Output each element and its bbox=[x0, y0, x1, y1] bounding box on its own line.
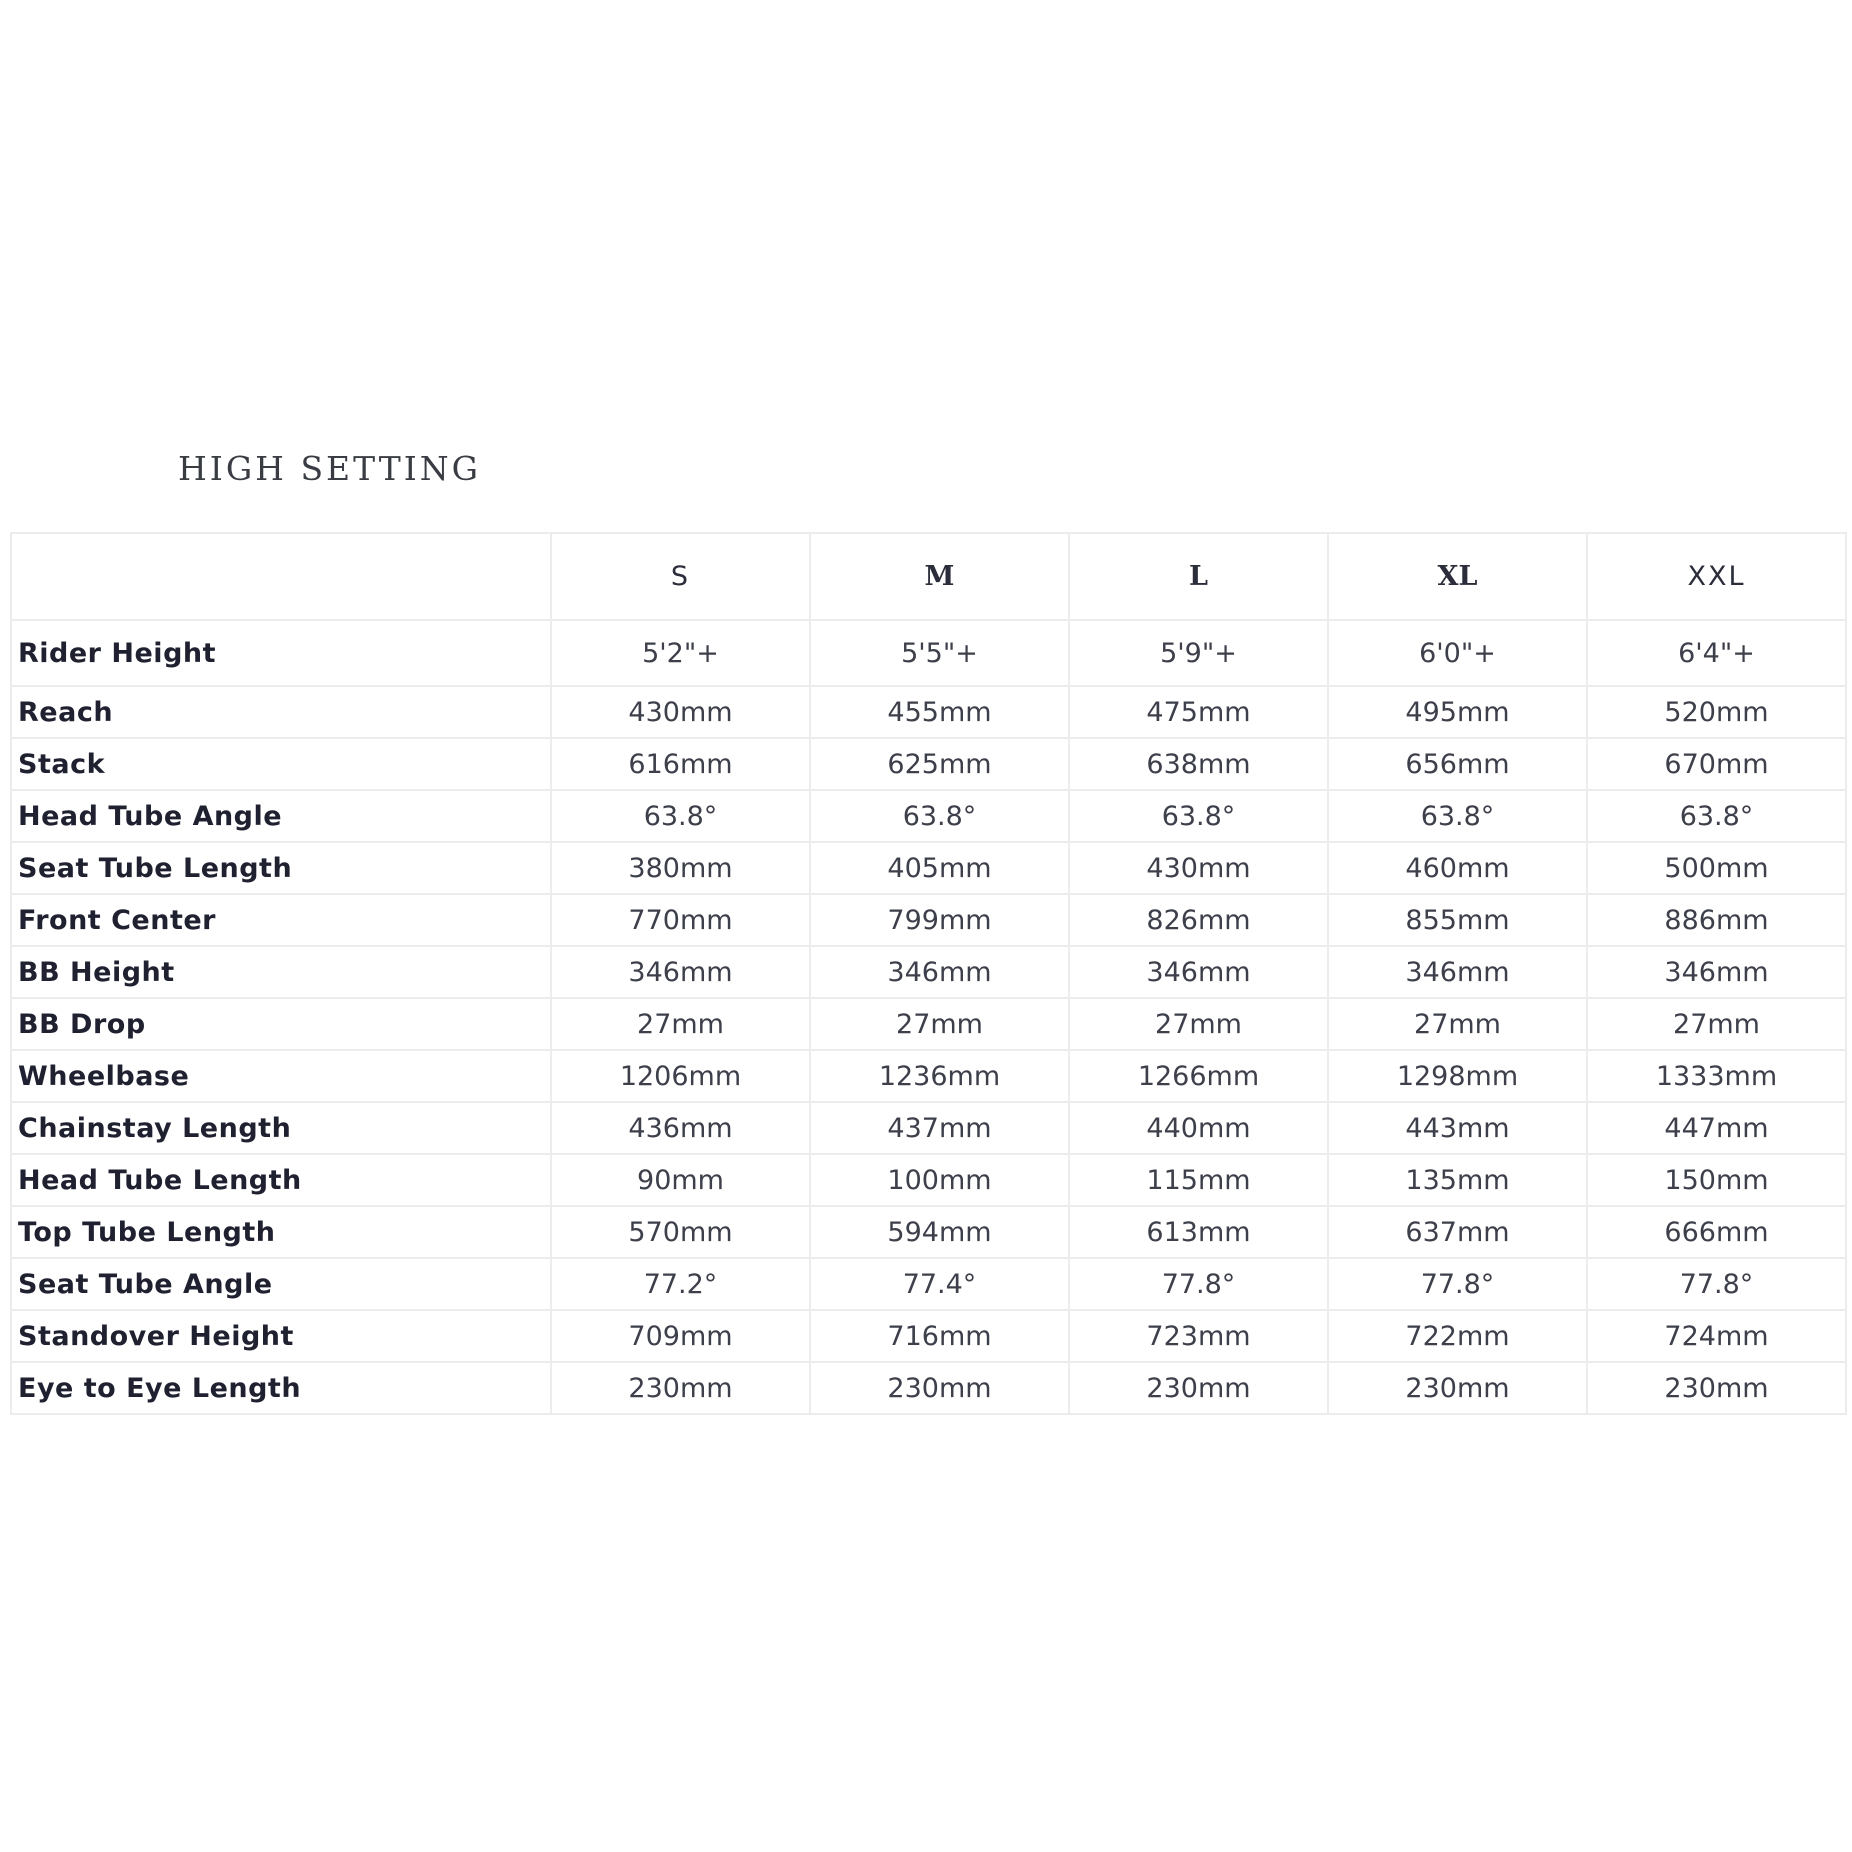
table-cell: 637mm bbox=[1328, 1206, 1587, 1258]
table-cell: 616mm bbox=[551, 738, 810, 790]
table-row bbox=[11, 738, 1846, 790]
table-cell: 346mm bbox=[551, 946, 810, 998]
row-label: Standover Height bbox=[11, 1310, 551, 1362]
table-row bbox=[11, 1050, 1846, 1102]
table-header bbox=[11, 533, 1846, 620]
table-cell: 638mm bbox=[1069, 738, 1328, 790]
table-cell: 346mm bbox=[810, 946, 1069, 998]
table-cell: 77.8° bbox=[1328, 1258, 1587, 1310]
table-cell: 1333mm bbox=[1587, 1050, 1846, 1102]
table-body bbox=[11, 620, 1846, 1414]
row-label: Eye to Eye Length bbox=[11, 1362, 551, 1414]
table-cell: 6'0"+ bbox=[1328, 620, 1587, 686]
table-row bbox=[11, 1310, 1846, 1362]
table-cell: 1266mm bbox=[1069, 1050, 1328, 1102]
table-row bbox=[11, 1206, 1846, 1258]
header-empty-cell bbox=[11, 533, 551, 620]
row-label: Top Tube Length bbox=[11, 1206, 551, 1258]
table-row bbox=[11, 946, 1846, 998]
table-cell: 27mm bbox=[1069, 998, 1328, 1050]
table-cell: 670mm bbox=[1587, 738, 1846, 790]
table-cell: 886mm bbox=[1587, 894, 1846, 946]
table-cell: 656mm bbox=[1328, 738, 1587, 790]
table-cell: 230mm bbox=[1328, 1362, 1587, 1414]
table-cell: 440mm bbox=[1069, 1102, 1328, 1154]
table-cell: 63.8° bbox=[1069, 790, 1328, 842]
row-label: Head Tube Angle bbox=[11, 790, 551, 842]
table-cell: 495mm bbox=[1328, 686, 1587, 738]
table-cell: 230mm bbox=[551, 1362, 810, 1414]
page-title: HIGH SETTING bbox=[178, 449, 482, 488]
table-cell: 77.4° bbox=[810, 1258, 1069, 1310]
geometry-table bbox=[10, 532, 1847, 1415]
table-cell: 437mm bbox=[810, 1102, 1069, 1154]
row-label: Rider Height bbox=[11, 620, 551, 686]
table-cell: 430mm bbox=[1069, 842, 1328, 894]
row-label: Stack bbox=[11, 738, 551, 790]
table-row bbox=[11, 998, 1846, 1050]
table-cell: 27mm bbox=[551, 998, 810, 1050]
table-cell: 150mm bbox=[1587, 1154, 1846, 1206]
table-cell: 855mm bbox=[1328, 894, 1587, 946]
table-cell: 666mm bbox=[1587, 1206, 1846, 1258]
table-cell: 460mm bbox=[1328, 842, 1587, 894]
row-label: BB Drop bbox=[11, 998, 551, 1050]
table-row bbox=[11, 1102, 1846, 1154]
table-row bbox=[11, 1362, 1846, 1414]
table-cell: 405mm bbox=[810, 842, 1069, 894]
table-cell: 100mm bbox=[810, 1154, 1069, 1206]
size-header-l: L bbox=[1069, 533, 1328, 620]
table-cell: 230mm bbox=[1587, 1362, 1846, 1414]
table-cell: 6'4"+ bbox=[1587, 620, 1846, 686]
table-cell: 430mm bbox=[551, 686, 810, 738]
row-label: Front Center bbox=[11, 894, 551, 946]
table-cell: 613mm bbox=[1069, 1206, 1328, 1258]
table-cell: 346mm bbox=[1587, 946, 1846, 998]
size-header-xl: XL bbox=[1328, 533, 1587, 620]
table-cell: 500mm bbox=[1587, 842, 1846, 894]
row-label: Wheelbase bbox=[11, 1050, 551, 1102]
table-cell: 63.8° bbox=[551, 790, 810, 842]
table-cell: 716mm bbox=[810, 1310, 1069, 1362]
table-cell: 90mm bbox=[551, 1154, 810, 1206]
table-cell: 63.8° bbox=[1328, 790, 1587, 842]
table-cell: 709mm bbox=[551, 1310, 810, 1362]
table-cell: 380mm bbox=[551, 842, 810, 894]
table-cell: 436mm bbox=[551, 1102, 810, 1154]
row-label: Chainstay Length bbox=[11, 1102, 551, 1154]
table-cell: 77.8° bbox=[1069, 1258, 1328, 1310]
table-row bbox=[11, 620, 1846, 686]
header-row bbox=[11, 533, 1846, 620]
row-label: BB Height bbox=[11, 946, 551, 998]
table-cell: 1298mm bbox=[1328, 1050, 1587, 1102]
row-label: Head Tube Length bbox=[11, 1154, 551, 1206]
row-label: Reach bbox=[11, 686, 551, 738]
table-cell: 346mm bbox=[1069, 946, 1328, 998]
table-cell: 5'5"+ bbox=[810, 620, 1069, 686]
table-cell: 5'2"+ bbox=[551, 620, 810, 686]
table-cell: 520mm bbox=[1587, 686, 1846, 738]
table-cell: 443mm bbox=[1328, 1102, 1587, 1154]
table-cell: 27mm bbox=[1328, 998, 1587, 1050]
table-row bbox=[11, 1258, 1846, 1310]
table-cell: 63.8° bbox=[1587, 790, 1846, 842]
table-cell: 135mm bbox=[1328, 1154, 1587, 1206]
table-row bbox=[11, 842, 1846, 894]
table-cell: 77.8° bbox=[1587, 1258, 1846, 1310]
table-cell: 5'9"+ bbox=[1069, 620, 1328, 686]
table-cell: 230mm bbox=[1069, 1362, 1328, 1414]
table-cell: 27mm bbox=[1587, 998, 1846, 1050]
table-cell: 799mm bbox=[810, 894, 1069, 946]
table-row bbox=[11, 894, 1846, 946]
row-label: Seat Tube Length bbox=[11, 842, 551, 894]
size-header-xxl: XXL bbox=[1587, 533, 1846, 620]
table-cell: 723mm bbox=[1069, 1310, 1328, 1362]
table-cell: 1236mm bbox=[810, 1050, 1069, 1102]
table-cell: 625mm bbox=[810, 738, 1069, 790]
table-cell: 447mm bbox=[1587, 1102, 1846, 1154]
size-header-m: M bbox=[810, 533, 1069, 620]
table-cell: 475mm bbox=[1069, 686, 1328, 738]
table-cell: 722mm bbox=[1328, 1310, 1587, 1362]
table-cell: 77.2° bbox=[551, 1258, 810, 1310]
table-cell: 770mm bbox=[551, 894, 810, 946]
table-cell: 115mm bbox=[1069, 1154, 1328, 1206]
size-header-s: S bbox=[551, 533, 810, 620]
table-cell: 346mm bbox=[1328, 946, 1587, 998]
table-cell: 570mm bbox=[551, 1206, 810, 1258]
table-row bbox=[11, 686, 1846, 738]
table-cell: 826mm bbox=[1069, 894, 1328, 946]
table-cell: 724mm bbox=[1587, 1310, 1846, 1362]
table-row bbox=[11, 1154, 1846, 1206]
table-cell: 27mm bbox=[810, 998, 1069, 1050]
table-cell: 455mm bbox=[810, 686, 1069, 738]
table-cell: 594mm bbox=[810, 1206, 1069, 1258]
table-cell: 1206mm bbox=[551, 1050, 810, 1102]
table-cell: 63.8° bbox=[810, 790, 1069, 842]
table-row bbox=[11, 790, 1846, 842]
table-cell: 230mm bbox=[810, 1362, 1069, 1414]
row-label: Seat Tube Angle bbox=[11, 1258, 551, 1310]
